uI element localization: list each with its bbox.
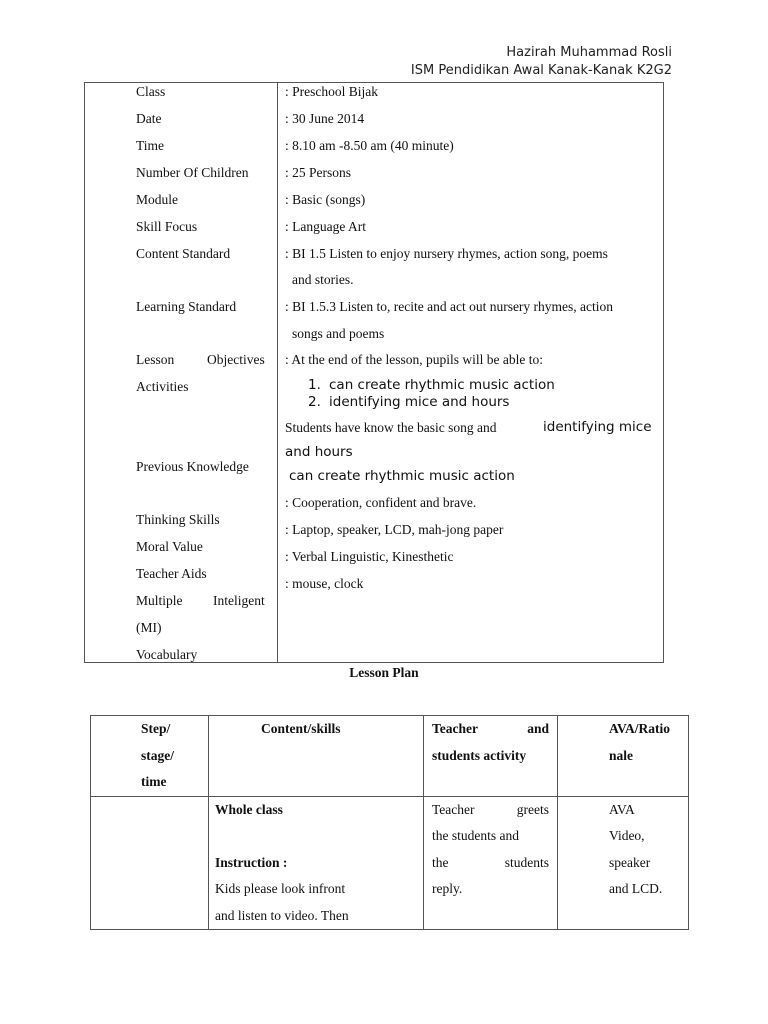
module-value: : Basic (songs) [285, 192, 366, 207]
lesson-plan-table [90, 715, 689, 930]
lesson-info-table [84, 82, 664, 663]
objectives-intro: : At the end of the lesson, pupils will be able to: [285, 352, 543, 367]
mi-label-multiple: Multiple [136, 593, 183, 608]
ava-header-line-2: nale [609, 747, 634, 763]
previous-knowledge-line-1: Students have know the basic song and [285, 420, 497, 435]
lesson-plan-title: Lesson Plan [349, 665, 419, 680]
content-standard-label: Content Standard [136, 246, 231, 261]
objective-2-number: 2. [308, 394, 321, 410]
step-header [91, 716, 209, 797]
activity-header-line-1 [432, 716, 549, 743]
activity-header-word-2: and [527, 721, 549, 736]
activity-line-3 [432, 850, 549, 877]
teacher-aids-label: Teacher Aids [136, 566, 207, 581]
objectives-label-lesson: Lesson [136, 352, 175, 367]
children-label: Number Of Children [136, 165, 249, 180]
ava-line-1: AVA [609, 801, 635, 817]
table-row [91, 796, 689, 930]
course-name: ISM Pendidikan Awal Kanak-Kanak K2G2 [410, 63, 672, 78]
time-label: Time [136, 138, 165, 153]
content-line-4: and listen to video. Then [215, 907, 349, 923]
time-value: : 8.10 am -8.50 am (40 minute) [285, 138, 454, 153]
step-cell [91, 796, 209, 930]
content-instruction: Instruction : [215, 854, 288, 870]
table-header-row [91, 716, 689, 797]
ava-header-line-1: AVA/Ratio [609, 721, 671, 736]
step-header-line-2: stage/ [141, 747, 174, 763]
moral-value-value: : Laptop, speaker, LCD, mah-jong paper [285, 522, 504, 537]
objective-2: identifying mice and hours [329, 394, 510, 410]
thinking-skills-value: : Cooperation, confident and brave. [285, 495, 477, 510]
date-value: : 30 June 2014 [285, 111, 365, 126]
step-header-line-1: Step/ [141, 721, 171, 736]
activity-line-1-word-1: Teacher [432, 801, 475, 817]
activity-cell [424, 796, 558, 930]
previous-knowledge-line-3: can create rhythmic music action [289, 468, 515, 484]
skill-focus-label: Skill Focus [136, 219, 198, 234]
teacher-aids-value: : Verbal Linguistic, Kinesthetic [285, 549, 454, 564]
content-header-text: Content/skills [261, 721, 341, 736]
module-label: Module [136, 192, 178, 207]
mi-label-inteligent: Inteligent [213, 593, 265, 608]
thinking-skills-label: Thinking Skills [136, 512, 220, 527]
learning-standard-value-cont: songs and poems [292, 326, 385, 341]
content-whole-class: Whole class [215, 801, 283, 817]
activity-line-2: the students and [432, 828, 519, 843]
moral-value-label: Moral Value [136, 539, 203, 554]
previous-knowledge-line-1-end: identifying mice [543, 419, 652, 435]
learning-standard-label: Learning Standard [136, 299, 237, 314]
objective-1: can create rhythmic music action [329, 377, 555, 393]
activity-header-line-2: students activity [432, 747, 527, 763]
ava-line-4: and LCD. [609, 881, 663, 896]
activity-line-3-word-2: students [504, 854, 549, 870]
mi-value: : mouse, clock [285, 576, 364, 591]
class-label: Class [136, 84, 166, 99]
objective-1-number: 1. [308, 377, 321, 393]
column-divider [277, 83, 278, 662]
previous-knowledge-label: Previous Knowledge [136, 459, 249, 474]
activity-line-1-word-2: greets [516, 801, 549, 817]
activity-line-4: reply. [432, 881, 463, 896]
activities-label: Activities [136, 379, 189, 394]
content-standard-value: : BI 1.5 Listen to enjoy nursery rhymes, action song, poems [285, 246, 608, 261]
ava-header [558, 716, 689, 797]
activity-line-3-word-1: the [432, 854, 449, 870]
step-header-line-3: time [141, 774, 167, 789]
previous-knowledge-line-2: and hours [285, 444, 353, 460]
activity-header-word-1: Teacher [432, 721, 478, 736]
date-label: Date [136, 111, 162, 126]
ava-cell [558, 796, 689, 930]
ava-line-3: speaker [609, 854, 651, 870]
content-line-3: Kids please look infront [215, 881, 346, 896]
mi-label-abbrev: (MI) [136, 620, 162, 635]
activity-line-1 [432, 797, 549, 824]
activity-header [424, 716, 558, 797]
objectives-label-word: Objectives [207, 352, 265, 367]
content-cell [209, 796, 424, 930]
skill-focus-value: : Language Art [285, 219, 366, 234]
author-name: Hazirah Muhammad Rosli [506, 45, 672, 60]
content-header [209, 716, 424, 797]
children-value: : 25 Persons [285, 165, 352, 180]
content-standard-value-cont: and stories. [292, 272, 354, 287]
ava-line-2: Video, [609, 828, 645, 843]
learning-standard-value: : BI 1.5.3 Listen to, recite and act out nursery rhymes, action [285, 299, 614, 314]
class-value: : Preschool Bijak [285, 84, 378, 99]
vocabulary-label: Vocabulary [136, 647, 198, 662]
